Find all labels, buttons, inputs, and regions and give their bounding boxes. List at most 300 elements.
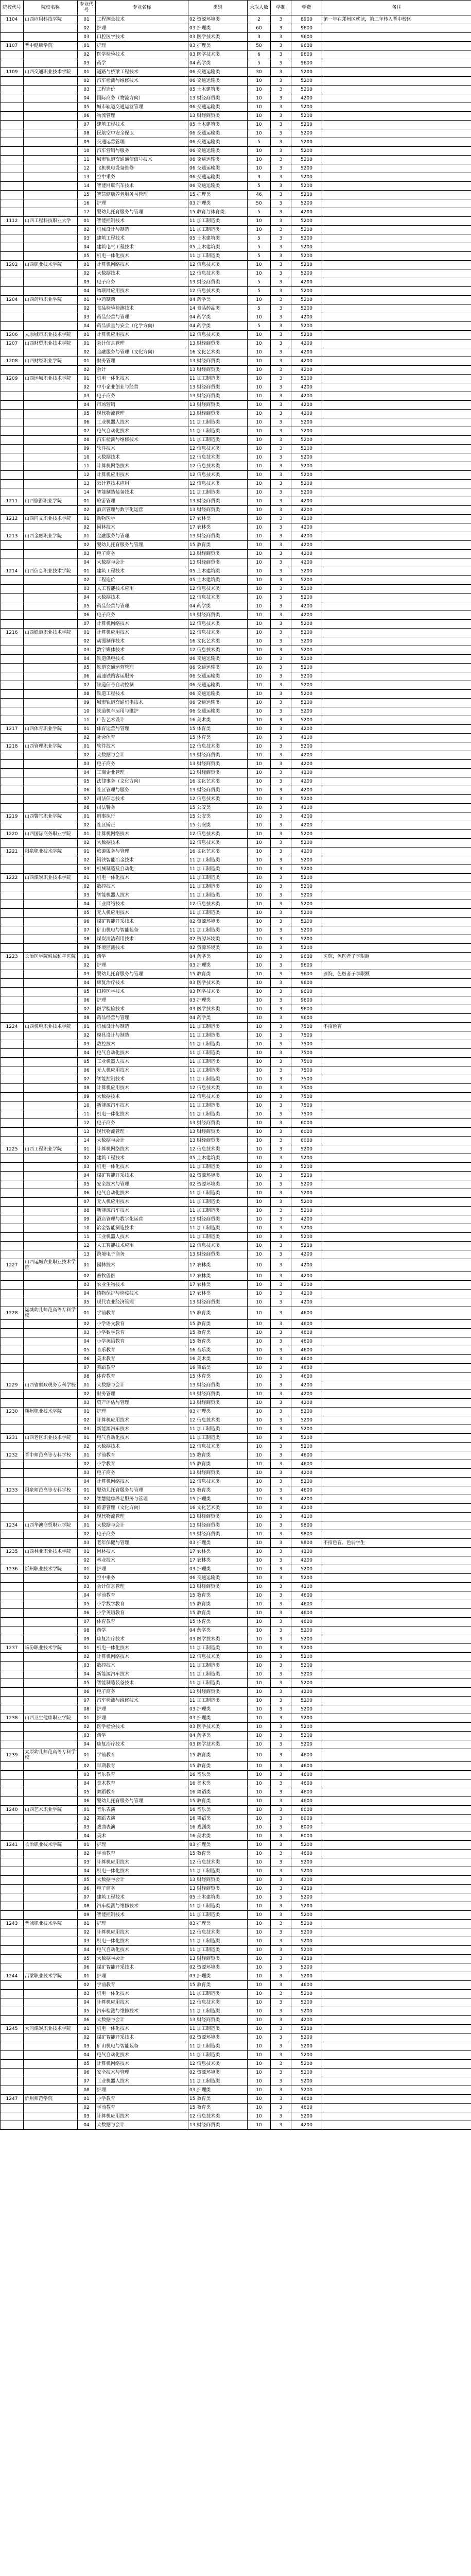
cell-tuition: 5200 xyxy=(291,585,322,594)
cell-major-code: 03 xyxy=(78,1329,96,1337)
cell-notes xyxy=(322,59,471,68)
cell-major-name: 飞机机电设备维修 xyxy=(96,164,188,173)
cell-notes xyxy=(322,1110,471,1119)
cell-notes xyxy=(322,156,471,164)
cell-school-code xyxy=(1,471,24,480)
cell-notes xyxy=(322,1486,471,1495)
cell-school-name: 山西旅游职业学院 xyxy=(24,497,78,506)
cell-quota: 10 xyxy=(248,1443,271,1451)
cell-major-name: 大数据与会计 xyxy=(96,1137,188,1145)
cell-tuition: 4200 xyxy=(291,392,322,401)
table-row xyxy=(1,1902,471,1911)
cell-major-code: 08 xyxy=(78,1014,96,1023)
cell-quota: 10 xyxy=(248,681,271,690)
cell-school-name xyxy=(24,147,78,156)
cell-duration: 3 xyxy=(271,1723,291,1732)
cell-quota: 10 xyxy=(248,1928,271,1937)
cell-notes xyxy=(322,909,471,918)
cell-school-name xyxy=(24,1066,78,1075)
cell-quota: 5 xyxy=(248,252,271,261)
cell-notes xyxy=(322,567,471,576)
cell-school-name: 山西林业职业技术学院 xyxy=(24,1548,78,1556)
cell-school-name xyxy=(24,1850,78,1858)
cell-notes xyxy=(322,1788,471,1797)
cell-notes xyxy=(322,1101,471,1110)
cell-category: 12 信息技术类 xyxy=(188,1093,248,1101)
cell-category: 17 农林类 xyxy=(188,1272,248,1281)
cell-major-name: 音乐教育 xyxy=(96,1771,188,1780)
cell-school-code xyxy=(1,410,24,418)
cell-tuition: 4200 xyxy=(291,278,322,287)
cell-notes xyxy=(322,1797,471,1806)
cell-major-name: 交通运营管理 xyxy=(96,138,188,147)
cell-category: 11 加工制造类 xyxy=(188,488,248,497)
table-row xyxy=(1,1224,471,1233)
cell-duration: 3 xyxy=(271,1075,291,1084)
cell-major-code: 04 xyxy=(78,1780,96,1788)
cell-major-code: 02 xyxy=(78,1530,96,1539)
cell-school-name xyxy=(24,1823,78,1832)
cell-school-code xyxy=(1,804,24,812)
cell-school-code: 1223 xyxy=(1,953,24,961)
cell-major-name: 婴幼儿托育服务与管理 xyxy=(96,1797,188,1806)
cell-duration: 3 xyxy=(271,392,291,401)
cell-category: 11 加工制造类 xyxy=(188,2007,248,2016)
cell-category: 15 教育类 xyxy=(188,1320,248,1329)
cell-major-code: 03 xyxy=(78,1583,96,1591)
cell-notes xyxy=(322,1609,471,1618)
table-row xyxy=(1,996,471,1005)
cell-tuition: 6000 xyxy=(291,1137,322,1145)
cell-school-code xyxy=(1,304,24,313)
cell-notes xyxy=(322,1911,471,1920)
cell-category: 12 信息技术类 xyxy=(188,629,248,637)
cell-category: 15 教育类 xyxy=(188,1850,248,1858)
table-row xyxy=(1,1841,471,1850)
cell-tuition: 5200 xyxy=(291,1154,322,1163)
cell-school-code xyxy=(1,287,24,296)
cell-major-code: 03 xyxy=(78,59,96,68)
cell-major-name: 护理 xyxy=(96,1972,188,1981)
table-row xyxy=(1,1281,471,1290)
cell-major-code: 12 xyxy=(78,1119,96,1128)
cell-major-code: 04 xyxy=(78,900,96,909)
cell-duration: 3 xyxy=(271,1198,291,1207)
cell-major-code: 06 xyxy=(78,1189,96,1198)
cell-duration: 3 xyxy=(271,340,291,348)
cell-school-code xyxy=(1,348,24,357)
cell-major-code: 01 xyxy=(78,567,96,576)
cell-notes xyxy=(322,1626,471,1635)
cell-major-name: 无人机应用技术 xyxy=(96,1066,188,1075)
cell-notes xyxy=(322,164,471,173)
cell-category: 11 加工制造类 xyxy=(188,436,248,445)
cell-school-code xyxy=(1,961,24,970)
cell-major-name: 口腔医学技术 xyxy=(96,33,188,42)
cell-school-code xyxy=(1,716,24,725)
cell-major-name: 大数据技术 xyxy=(96,839,188,848)
table-row xyxy=(1,1101,471,1110)
cell-major-name: 机械设计与制造 xyxy=(96,1023,188,1031)
cell-tuition: 5200 xyxy=(291,1224,322,1233)
cell-category: 15 教育类 xyxy=(188,1609,248,1618)
table-row xyxy=(1,1972,471,1981)
cell-notes xyxy=(322,1346,471,1355)
cell-school-code xyxy=(1,1513,24,1521)
cell-school-name xyxy=(24,1635,78,1644)
cell-school-name xyxy=(24,121,78,129)
cell-major-name: 无人机应用技术 xyxy=(96,909,188,918)
cell-major-name: 动漫制作技术 xyxy=(96,637,188,646)
cell-school-code: 1234 xyxy=(1,1521,24,1530)
table-row xyxy=(1,1307,471,1320)
cell-school-name xyxy=(24,690,78,699)
cell-tuition: 4200 xyxy=(291,1495,322,1504)
cell-major-name: 旅游管理（文化方向） xyxy=(96,1504,188,1513)
cell-major-code: 11 xyxy=(78,156,96,164)
cell-duration: 3 xyxy=(271,112,291,121)
table-row xyxy=(1,1504,471,1513)
cell-tuition: 5200 xyxy=(291,1714,322,1723)
cell-school-name xyxy=(24,979,78,988)
cell-major-code: 01 xyxy=(78,629,96,637)
cell-school-name xyxy=(24,856,78,865)
cell-school-name: 山西药科职业学院 xyxy=(24,296,78,304)
cell-school-code xyxy=(1,585,24,594)
cell-major-name: 大数据与会计 xyxy=(96,2016,188,2025)
cell-category: 11 加工制造类 xyxy=(188,1902,248,1911)
cell-quota: 3 xyxy=(248,173,271,182)
header-major-code: 专业代号 xyxy=(78,1,96,15)
cell-major-name: 工业机器人技术 xyxy=(96,1233,188,1242)
cell-tuition: 4600 xyxy=(291,1307,322,1320)
table-row xyxy=(1,1771,471,1780)
table-row xyxy=(1,804,471,812)
table-row xyxy=(1,856,471,865)
cell-category: 16 文化艺术类 xyxy=(188,637,248,646)
cell-major-code: 01 xyxy=(78,217,96,226)
cell-school-name xyxy=(24,1893,78,1902)
table-row xyxy=(1,1780,471,1788)
cell-quota: 10 xyxy=(248,418,271,427)
cell-major-code: 02 xyxy=(78,226,96,234)
cell-tuition: 5200 xyxy=(291,1145,322,1154)
cell-school-code xyxy=(1,856,24,865)
cell-duration: 3 xyxy=(271,1626,291,1635)
cell-duration: 3 xyxy=(271,611,291,620)
table-row xyxy=(1,1885,471,1893)
cell-duration: 3 xyxy=(271,1955,291,1963)
cell-duration: 3 xyxy=(271,129,291,138)
cell-duration: 3 xyxy=(271,1521,291,1530)
cell-school-code xyxy=(1,1272,24,1281)
cell-category: 12 信息技术类 xyxy=(188,462,248,471)
table-row xyxy=(1,891,471,900)
cell-tuition: 8000 xyxy=(291,1815,322,1823)
cell-duration: 3 xyxy=(271,383,291,392)
cell-major-code: 01 xyxy=(78,515,96,523)
cell-notes xyxy=(322,1530,471,1539)
cell-quota: 10 xyxy=(248,523,271,532)
cell-quota: 10 xyxy=(248,1548,271,1556)
cell-school-code: 1209 xyxy=(1,375,24,383)
cell-tuition: 4200 xyxy=(291,532,322,541)
cell-major-name: 婴幼儿托育服务与管理 xyxy=(96,970,188,979)
cell-quota: 10 xyxy=(248,944,271,953)
cell-major-name: 学前教育 xyxy=(96,1591,188,1600)
cell-duration: 3 xyxy=(271,2077,291,2086)
cell-quota: 10 xyxy=(248,812,271,821)
cell-school-name xyxy=(24,1346,78,1355)
cell-tuition: 9600 xyxy=(291,996,322,1005)
cell-category: 02 资源环境类 xyxy=(188,918,248,926)
cell-duration: 3 xyxy=(271,191,291,199)
cell-duration: 3 xyxy=(271,1298,291,1307)
cell-school-code xyxy=(1,970,24,979)
table-row xyxy=(1,935,471,944)
cell-quota: 10 xyxy=(248,1513,271,1521)
cell-tuition: 4200 xyxy=(291,410,322,418)
table-row xyxy=(1,1609,471,1618)
cell-tuition: 4200 xyxy=(291,760,322,769)
cell-quota: 10 xyxy=(248,261,271,269)
cell-school-name: 运城幼儿师范高等专科学校 xyxy=(24,1307,78,1320)
cell-duration: 3 xyxy=(271,1163,291,1172)
cell-tuition: 4200 xyxy=(291,777,322,786)
table-row xyxy=(1,383,471,392)
table-row xyxy=(1,147,471,156)
cell-tuition: 9600 xyxy=(291,988,322,996)
cell-major-name: 大数据与会计 xyxy=(96,2121,188,2130)
cell-quota: 10 xyxy=(248,1981,271,1990)
cell-quota: 10 xyxy=(248,1911,271,1920)
cell-school-name xyxy=(24,996,78,1005)
cell-tuition: 5200 xyxy=(291,1841,322,1850)
cell-tuition: 5200 xyxy=(291,1198,322,1207)
cell-major-name: 机电一体化技术 xyxy=(96,1163,188,1172)
cell-major-code: 01 xyxy=(78,1714,96,1723)
cell-major-code: 12 xyxy=(78,1242,96,1250)
table-row xyxy=(1,68,471,77)
cell-notes xyxy=(322,348,471,357)
cell-school-code: 1233 xyxy=(1,1486,24,1495)
cell-category: 13 财经商贸类 xyxy=(188,506,248,515)
cell-duration: 3 xyxy=(271,1031,291,1040)
cell-category: 06 交通运输类 xyxy=(188,655,248,664)
cell-tuition: 4200 xyxy=(291,1298,322,1307)
cell-major-code: 03 xyxy=(78,1823,96,1832)
cell-school-code: 1109 xyxy=(1,68,24,77)
cell-major-name: 社区管理与服务 xyxy=(96,786,188,795)
cell-major-name: 现代物流管理 xyxy=(96,1128,188,1137)
table-row xyxy=(1,821,471,830)
cell-major-name: 城市轨道交通机电技术 xyxy=(96,699,188,707)
cell-major-code: 01 xyxy=(78,340,96,348)
cell-major-name: 电气自动化技术 xyxy=(96,1434,188,1443)
cell-category: 15 教育与体育类 xyxy=(188,208,248,217)
cell-notes xyxy=(322,42,471,50)
cell-duration: 3 xyxy=(271,1434,291,1443)
table-row xyxy=(1,1797,471,1806)
cell-tuition: 4200 xyxy=(291,2121,322,2130)
cell-category: 12 信息技术类 xyxy=(188,480,248,488)
cell-school-code xyxy=(1,1399,24,1408)
cell-duration: 3 xyxy=(271,1565,291,1574)
cell-school-code xyxy=(1,445,24,453)
cell-major-code: 08 xyxy=(78,1705,96,1714)
cell-major-code: 12 xyxy=(78,164,96,173)
table-row xyxy=(1,506,471,515)
cell-school-code: 1238 xyxy=(1,1714,24,1723)
table-row xyxy=(1,1005,471,1014)
cell-tuition: 4600 xyxy=(291,1486,322,1495)
cell-category: 16 音乐类 xyxy=(188,1806,248,1815)
cell-notes xyxy=(322,445,471,453)
cell-major-code: 04 xyxy=(78,2051,96,2060)
cell-major-name: 汽车营销与服务 xyxy=(96,147,188,156)
cell-school-name xyxy=(24,1189,78,1198)
cell-duration: 3 xyxy=(271,1688,291,1697)
table-row xyxy=(1,375,471,383)
cell-category: 13 财经商贸类 xyxy=(188,357,248,366)
table-row xyxy=(1,1434,471,1443)
cell-major-code: 04 xyxy=(78,2121,96,2130)
cell-major-code: 02 xyxy=(78,24,96,33)
cell-duration: 3 xyxy=(271,637,291,646)
table-row xyxy=(1,1565,471,1574)
cell-major-name: 学前教育 xyxy=(96,1307,188,1320)
cell-school-code xyxy=(1,2016,24,2025)
cell-notes: 医院，色医者子享限额 xyxy=(322,970,471,979)
cell-tuition: 5200 xyxy=(291,121,322,129)
table-row xyxy=(1,2025,471,2033)
cell-major-name: 安全技术与管理 xyxy=(96,2069,188,2077)
table-row xyxy=(1,1329,471,1337)
cell-category: 03 护理类 xyxy=(188,24,248,33)
cell-school-code xyxy=(1,50,24,59)
table-row xyxy=(1,234,471,243)
cell-category: 11 加工制造类 xyxy=(188,1233,248,1242)
cell-notes xyxy=(322,313,471,322)
table-row xyxy=(1,883,471,891)
cell-notes xyxy=(322,751,471,760)
cell-major-name: 数控技术 xyxy=(96,883,188,891)
table-row xyxy=(1,1180,471,1189)
cell-school-code xyxy=(1,1390,24,1399)
cell-school-name xyxy=(24,909,78,918)
cell-category: 06 交通运输类 xyxy=(188,173,248,182)
cell-major-code: 07 xyxy=(78,1697,96,1705)
cell-major-code: 05 xyxy=(78,410,96,418)
cell-school-code xyxy=(1,611,24,620)
cell-category: 12 信息技术类 xyxy=(188,1084,248,1093)
cell-major-name: 机电一体化技术 xyxy=(96,1867,188,1876)
cell-major-name: 食品检验检测技术 xyxy=(96,304,188,313)
cell-notes xyxy=(322,1876,471,1885)
cell-major-code: 06 xyxy=(78,418,96,427)
cell-major-code: 05 xyxy=(78,1346,96,1355)
cell-school-code xyxy=(1,935,24,944)
cell-duration: 3 xyxy=(271,1858,291,1867)
cell-tuition: 9800 xyxy=(291,1530,322,1539)
cell-tuition: 5200 xyxy=(291,1679,322,1688)
cell-category: 03 医学技术类 xyxy=(188,50,248,59)
cell-major-name: 小学教育 xyxy=(96,1460,188,1469)
cell-school-code xyxy=(1,1609,24,1618)
cell-major-code: 04 xyxy=(78,1832,96,1841)
cell-notes xyxy=(322,1670,471,1679)
cell-category: 16 美术类 xyxy=(188,1780,248,1788)
cell-quota: 5 xyxy=(248,243,271,252)
table-row xyxy=(1,716,471,725)
cell-school-name: 山西职业技术学院 xyxy=(24,261,78,269)
cell-quota: 10 xyxy=(248,1920,271,1928)
cell-school-name: 长治职业技术学院 xyxy=(24,1841,78,1850)
cell-school-name xyxy=(24,1937,78,1946)
cell-duration: 3 xyxy=(271,830,291,839)
cell-school-code xyxy=(1,427,24,436)
cell-school-code: 1231 xyxy=(1,1434,24,1443)
table-row xyxy=(1,2007,471,2016)
cell-school-code xyxy=(1,1469,24,1478)
cell-school-name xyxy=(24,1224,78,1233)
cell-tuition: 5200 xyxy=(291,1189,322,1198)
cell-major-name: 舞蹈表演 xyxy=(96,1815,188,1823)
cell-major-code: 02 xyxy=(78,734,96,742)
cell-category: 03 护理类 xyxy=(188,1920,248,1928)
cell-duration: 3 xyxy=(271,2104,291,2112)
table-row xyxy=(1,418,471,427)
cell-school-code xyxy=(1,1049,24,1058)
cell-quota: 10 xyxy=(248,506,271,515)
cell-major-name: 智慧健康养老服务与管理 xyxy=(96,1495,188,1504)
cell-major-code: 06 xyxy=(78,1963,96,1972)
cell-category: 05 土木建筑类 xyxy=(188,86,248,94)
cell-notes xyxy=(322,1705,471,1714)
cell-tuition: 4600 xyxy=(291,1981,322,1990)
cell-tuition: 4200 xyxy=(291,848,322,856)
cell-category: 03 护理类 xyxy=(188,1408,248,1416)
cell-category: 15 教育类 xyxy=(188,1451,248,1460)
cell-tuition: 4600 xyxy=(291,1771,322,1780)
cell-major-code: 05 xyxy=(78,1788,96,1797)
cell-major-code: 02 xyxy=(78,1154,96,1163)
cell-notes xyxy=(322,296,471,304)
cell-major-code: 02 xyxy=(78,2104,96,2112)
cell-quota: 10 xyxy=(248,1504,271,1513)
cell-major-name: 舞蹈教育 xyxy=(96,1364,188,1372)
cell-major-code: 13 xyxy=(78,1128,96,1137)
cell-major-name: 市场营销 xyxy=(96,401,188,410)
cell-school-code xyxy=(1,252,24,261)
cell-school-name: 山西煤炭职业技术学院 xyxy=(24,874,78,883)
cell-quota: 10 xyxy=(248,777,271,786)
cell-major-name: 新能源汽车技术 xyxy=(96,1425,188,1434)
table-row xyxy=(1,1583,471,1591)
cell-tuition: 5200 xyxy=(291,690,322,699)
cell-duration: 3 xyxy=(271,865,291,874)
cell-school-code xyxy=(1,839,24,848)
cell-category: 13 财经商贸类 xyxy=(188,1215,248,1224)
cell-notes xyxy=(322,1885,471,1893)
cell-category: 03 护理类 xyxy=(188,996,248,1005)
cell-major-name: 计算机网络技术 xyxy=(96,2060,188,2069)
cell-quota: 10 xyxy=(248,1771,271,1780)
cell-category: 06 交通运输类 xyxy=(188,156,248,164)
cell-school-name xyxy=(24,751,78,760)
cell-major-name: 电气自动化技术 xyxy=(96,427,188,436)
cell-major-name: 小学语文教育 xyxy=(96,1320,188,1329)
